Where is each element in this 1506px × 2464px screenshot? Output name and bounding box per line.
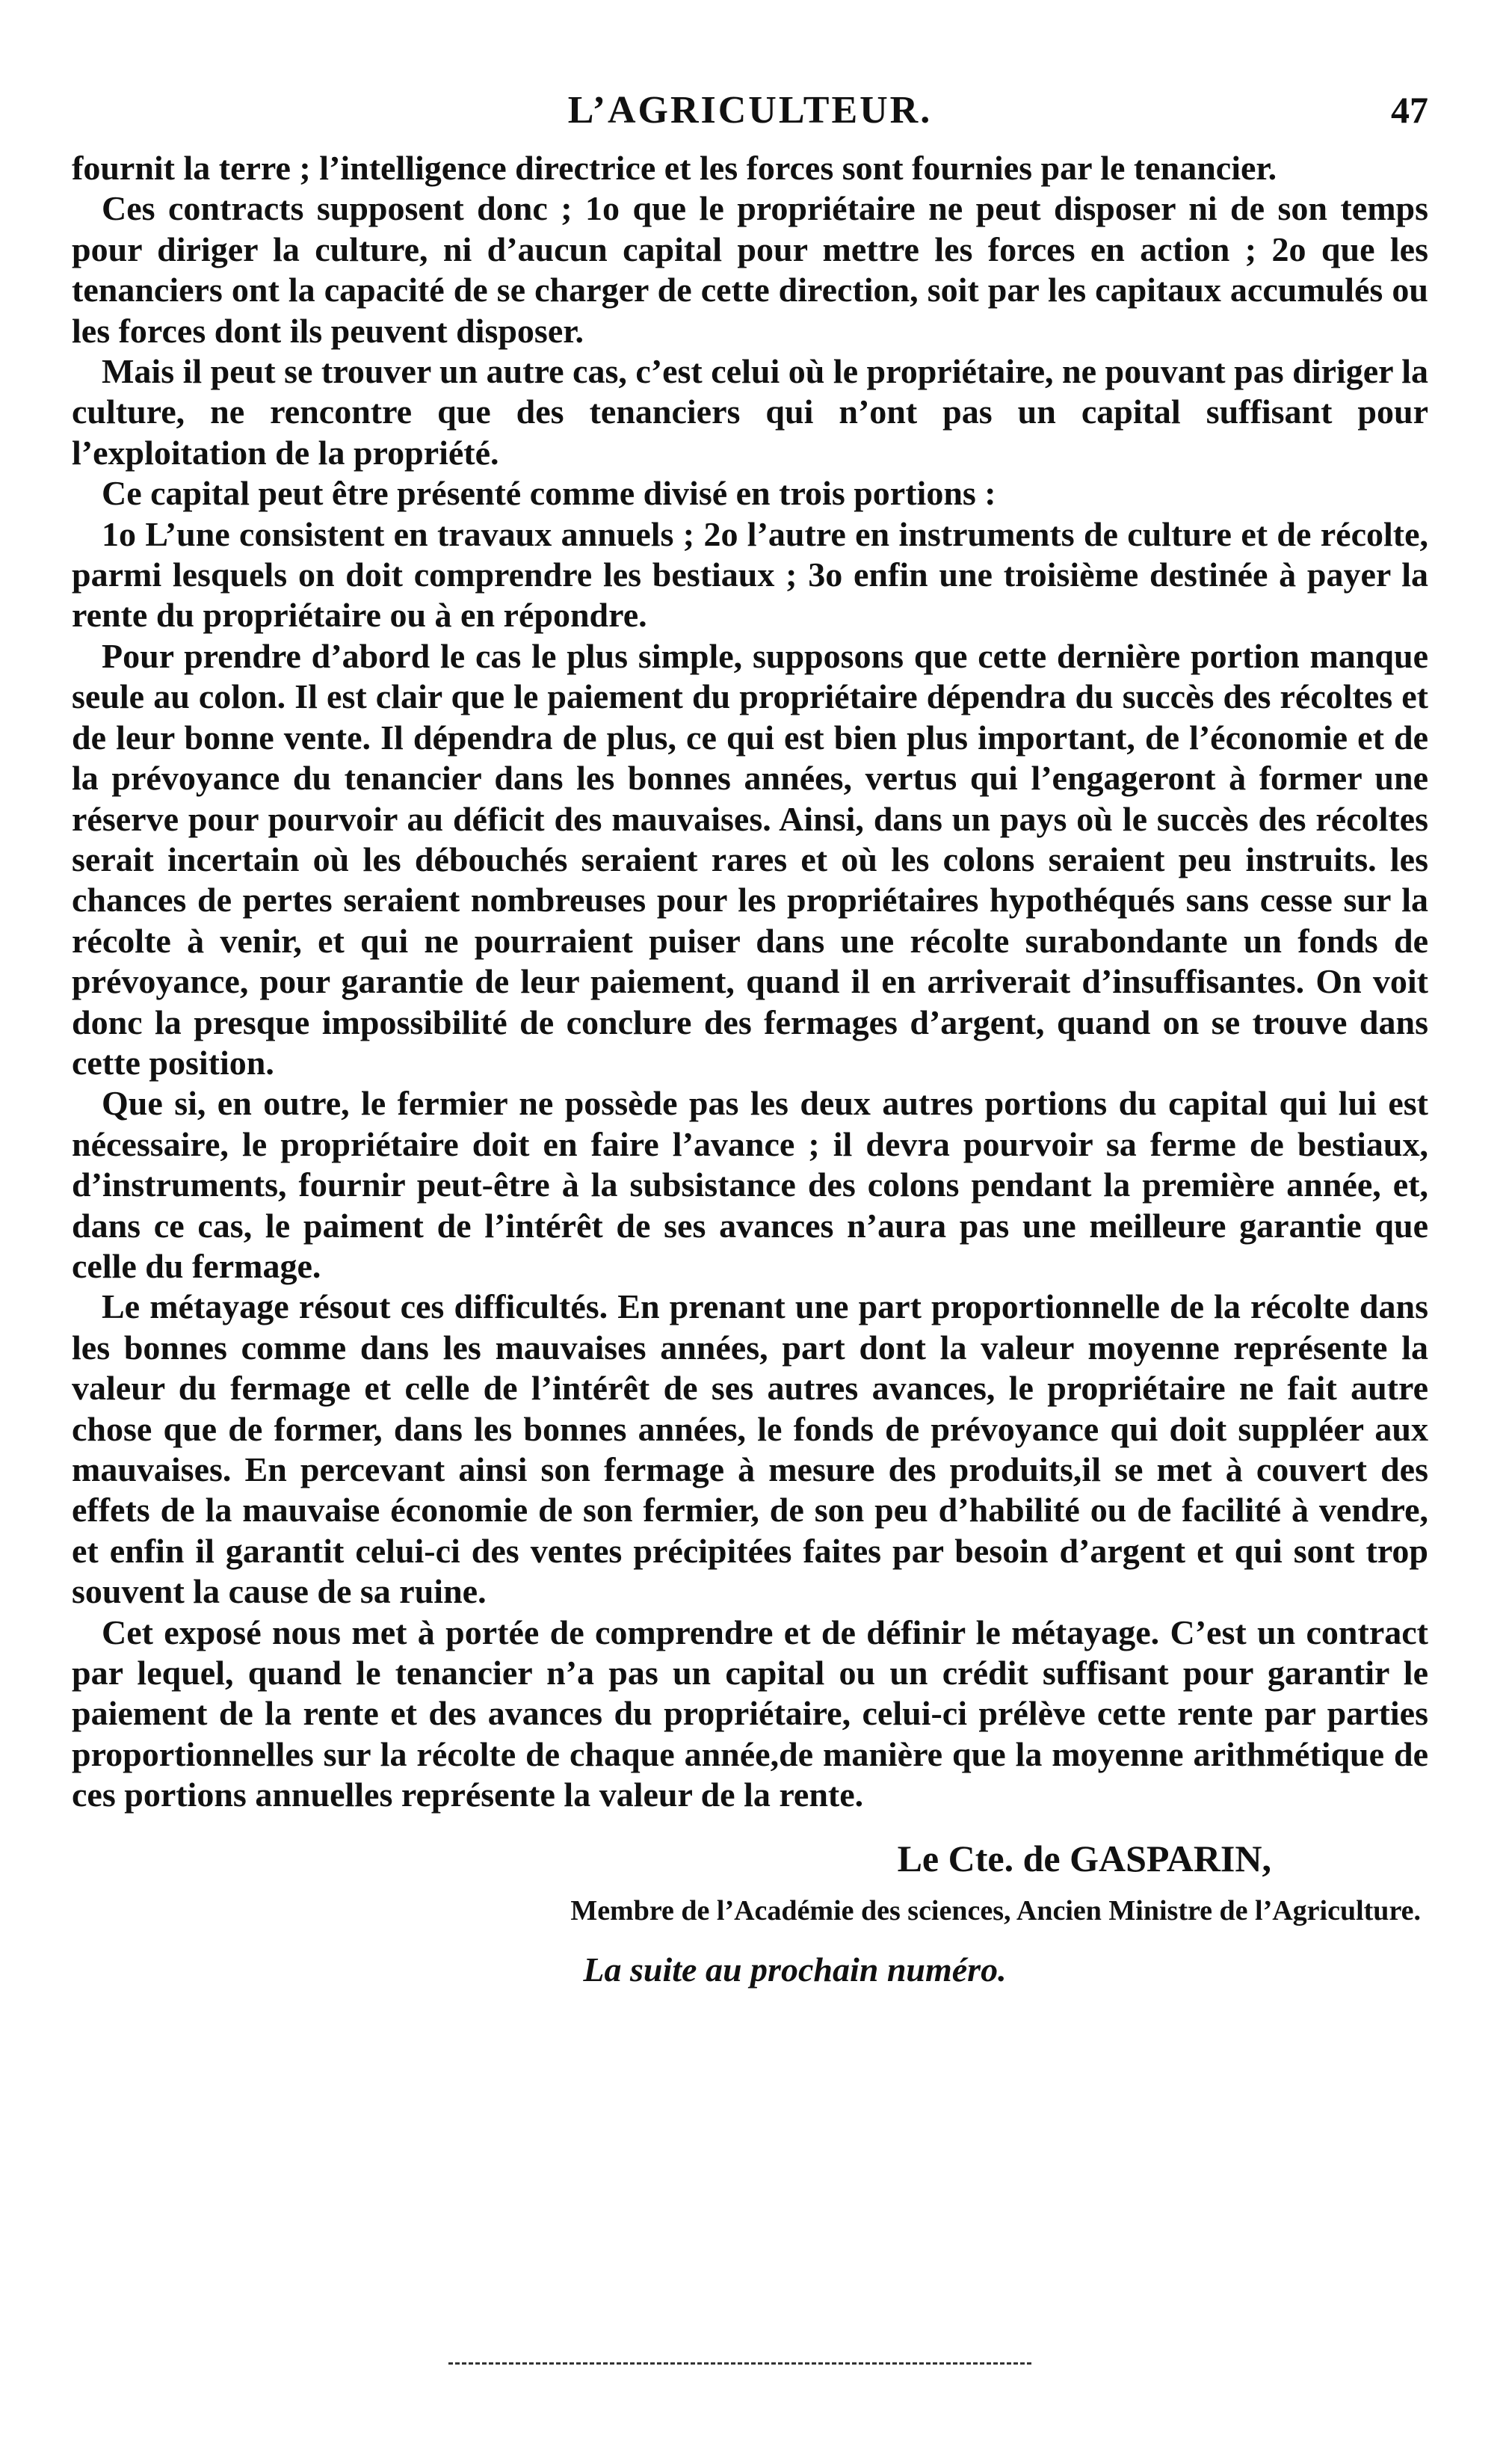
section-divider xyxy=(448,2362,1031,2365)
running-header xyxy=(72,88,1428,148)
paragraph-7: Que si, en outre, le fermier ne possède pas les deux autres portions du capital qui lui est nécessaire, le propriétaire doit en faire l’avance ; il devra pourvoir sa ferme de bestiaux, d’instruments, fournir peut-être à la subsistance des colons pendant la première année, et, dans ce cas, le paiment de l’intérêt de ses avances n’aura pas une meilleure garantie que celle du fermage. xyxy=(72,1084,1428,1285)
continuation-note: La suite au prochain numéro. xyxy=(583,1950,1007,1989)
paragraph-4: Ce capital peut être présenté comme divisé en trois portions : xyxy=(102,474,996,513)
paragraph-5: 1o L’une consistent en travaux annuels ; 2o l’autre en instruments de culture et de récolte, parmi lesquels on doit comprendre les bestiaux ; 3o enfin une troisième destinée à payer la rente du propriétaire ou à en répondre. xyxy=(72,514,1428,635)
journal-title: L’AGRICULTEUR. xyxy=(567,89,933,132)
author-affiliation: Membre de l’Académie des sciences, Ancien Ministre de l’Agriculture. xyxy=(570,1894,1421,1926)
paragraph-9: Cet exposé nous met à portée de comprendre et de définir le métayage. C’est un contract par lequel, quand le tenancier n’a pas un capital ou un crédit suffisant pour garantir le paiement de la rente et des avances du propriétaire, celui-ci prélève cette rente par parties proportionnelles sur la récolte de chaque année,de manière que la moyenne arithmétique de ces portions annuelles représente la valeur de la rente. xyxy=(72,1613,1428,1814)
paragraph-8: Le métayage résout ces difficultés. En prenant une part proportionnelle de la récolte dans les bonnes comme dans les mauvaises années, part dont la valeur moyenne représente la valeur du fermage et celle de l’intérêt de ses autres avances, le propriétaire ne fait autre chose que de former, dans les bonnes années, le fonds de prévoyance qui doit suppléer aux mauvaises. En percevant ainsi son fermage à mesure des produits,il se met à couvert des effets de la mauvaise économie de son fermier, de son peu d’habilité ou de facilité à vendre, et enfin il garantit celui-ci des ventes précipitées faites par besoin d’argent et qui sont trop souvent la cause de sa ruine. xyxy=(72,1287,1428,1611)
page-number: 47 xyxy=(1391,89,1428,131)
paragraph-2: Ces contracts supposent donc ; 1o que le propriétaire ne peut disposer ni de son temps pour diriger la culture, ni d’aucun capital pour mettre les forces en action ; 2o que les tenanciers ont la capacité de se charger de cette direction, soit par les capitaux accumulés ou les forces dont ils peuvent disposer. xyxy=(72,189,1428,350)
article-body xyxy=(72,148,1428,1816)
paragraph-6: Pour prendre d’abord le cas le plus simple, supposons que cette dernière portion manque seule au colon. Il est clair que le paiement du propriétaire dépendra du succès des récoltes et de leur bonne vente. Il dépendra de plus, ce qui est bien plus important, de l’économie et de la prévoyance du tenancier dans les bonnes années, vertus qui l’engageront à former une réserve pour pourvoir au déficit des mauvaises. Ainsi, dans un pays où le succès des récoltes serait incertain où les débouchés seraient rares et où les colons seraient peu instruits. les chances de pertes seraient nombreuses pour les propriétaires hypothéqués sans cesse sur la récolte à venir, et qui ne pourraient puiser dans une récolte surabondante un fonds de prévoyance, pour garantie de leur paiement, quand il en arriverait d’insuffisantes. On voit donc la presque impossibilité de conclure des fermages d’argent, quand on se trouve dans cette position. xyxy=(72,636,1428,1082)
paragraph-3: Mais il peut se trouver un autre cas, c’est celui où le propriétaire, ne pouvant pas diriger la culture, ne rencontre que des tenanciers qui n’ont pas un capital suffisant pour l’exploitation de la propriété. xyxy=(72,352,1428,472)
paragraph-1: fournit la terre ; l’intelligence directrice et les forces sont fournies par le tenancier. xyxy=(72,149,1277,187)
page xyxy=(72,88,1428,2000)
author-signature: Le Cte. de GASPARIN, xyxy=(897,1837,1271,1879)
